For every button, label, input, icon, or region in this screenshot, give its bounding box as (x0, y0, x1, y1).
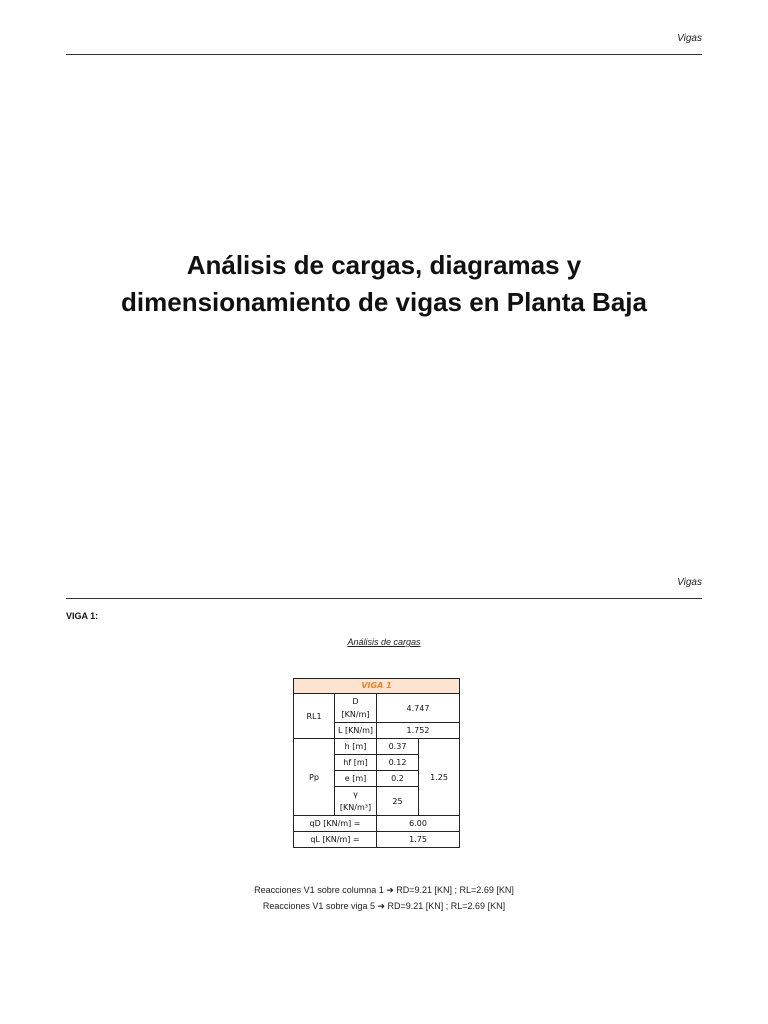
l-value: 1.752 (377, 723, 460, 739)
table-title: VIGA 1 (294, 679, 460, 694)
header-rule-2 (66, 598, 702, 599)
l-label: L [KN/m] (335, 723, 377, 739)
d-label: D [KN/m] (335, 694, 377, 723)
hf-label: hf [m] (335, 755, 377, 771)
load-analysis-table (293, 678, 460, 848)
ql-label: qL [KN/m] = (294, 832, 377, 848)
reactions-block (0, 882, 768, 914)
h-label: h [m] (335, 739, 377, 755)
title-line-2: dimensionamiento de vigas en Planta Baja (121, 287, 647, 317)
qd-label: qD [KN/m] = (294, 816, 377, 832)
page-header-label: Vigas (677, 33, 702, 44)
gamma-label: γ [KN/m³] (335, 787, 377, 816)
section-title: VIGA 1: (66, 611, 99, 621)
h-value: 0.37 (377, 739, 419, 755)
reaction-column-1: Reacciones V1 sobre columna 1 ➜ RD=9.21 [KN] ; RL=2.69 [KN] (254, 885, 514, 895)
header-rule (66, 54, 702, 55)
e-label: e [m] (335, 771, 377, 787)
e-value: 0.2 (377, 771, 419, 787)
subsection-title: Análisis de cargas (347, 637, 421, 647)
pp-label: Pp (294, 739, 335, 816)
hf-value: 0.12 (377, 755, 419, 771)
qd-value: 6.00 (377, 816, 460, 832)
gamma-value: 25 (377, 787, 419, 816)
title-line-1: Análisis de cargas, diagramas y (186, 250, 582, 280)
pp-value: 1.25 (419, 739, 460, 816)
page-title (0, 247, 768, 321)
page-header-label-2: Vigas (677, 577, 702, 588)
rl1-label: RL1 (294, 694, 335, 739)
reaction-beam-5: Reacciones V1 sobre viga 5 ➜ RD=9.21 [KN] ; RL=2.69 [KN] (262, 901, 506, 911)
d-value: 4.747 (377, 694, 460, 723)
ql-value: 1.75 (377, 832, 460, 848)
